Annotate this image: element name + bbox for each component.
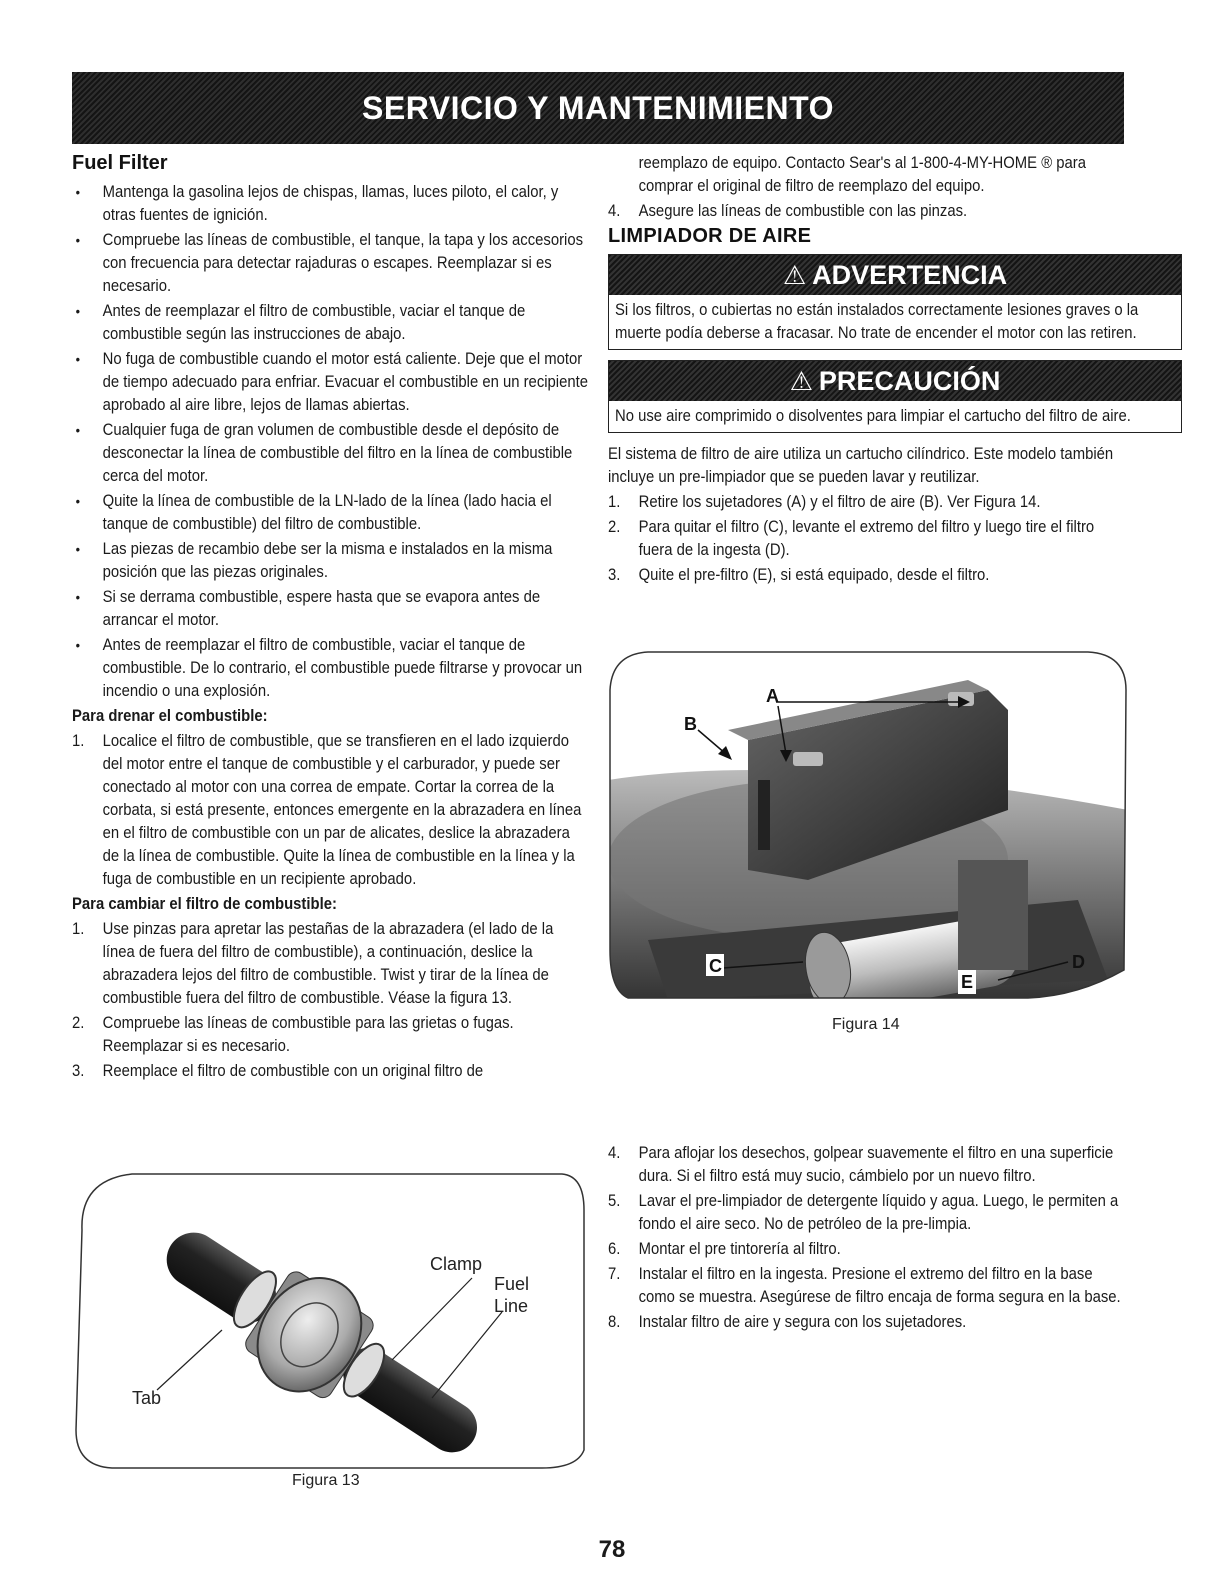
bullet-item: • Mantenga la gasolina lejos de chispas, llamas, luces piloto, el calor, y otras fuentes de ignición. (72, 181, 589, 227)
label-line: Line (494, 1296, 529, 1316)
fastener-a (793, 752, 823, 766)
step-item (72, 730, 589, 891)
step-item (608, 152, 1125, 198)
caution-label: PRECAUCIÓN (818, 365, 1001, 396)
step-text: Para quitar el filtro (C), levante el extremo del filtro y luego tire el filtro fuera de la ingesta (D). (638, 518, 1095, 559)
step-item (608, 516, 1125, 562)
warning-header (609, 255, 1181, 295)
step-item (608, 200, 1125, 223)
fuel-filter-bullets (72, 181, 589, 703)
step-number: 4. (608, 202, 621, 220)
fuel-filter-body (72, 181, 589, 1083)
step-number: 1. (608, 493, 621, 511)
right-continuation (608, 152, 1125, 223)
figure-14 (608, 650, 1128, 1000)
figure-14-caption: Figura 14 (832, 1016, 900, 1033)
step-text: Localice el filtro de combustible, que se transfieren en el lado izquierdo del motor entre el tanque de combustible y el carburador, y puede ser conectado al motor con una correa de empate. Cortar la correa de la corbata, si está presente, entonces emergente en la abrazadera en línea en el filtro de combustible con un par de alicates, deslice la abrazadera de la línea de combustible. Quite la línea de combustible en la línea y la fuga de combustible en un recipiente aprobado. (102, 732, 582, 888)
step-item (608, 1311, 1125, 1334)
step-item (72, 1012, 589, 1058)
fuel-filter-illustration (72, 1170, 588, 1472)
left-column (72, 152, 592, 1085)
step-item (608, 1238, 1125, 1261)
label-clamp: Clamp (430, 1254, 483, 1274)
step-text: reemplazo de equipo. Contacto Sear's al 1-800-4-MY-HOME ® para comprar el original de filtro de reemplazo del equipo. (638, 154, 1087, 195)
intake (958, 860, 1028, 970)
step-number: 2. (72, 1014, 85, 1032)
warning-text: Si los filtros, o cubiertas no están instalados correctamente lesiones graves o la muerte podía deberse a fracasar. No trate de encender el motor con las retiren. (615, 301, 1139, 342)
step-text: Quite el pre-filtro (E), si está equipado, desde el filtro. (638, 566, 990, 584)
figure-13-caption: Figura 13 (292, 1472, 360, 1489)
step-item (72, 918, 589, 1010)
step-text: Para aflojar los desechos, golpear suavemente el filtro en una superficie dura. Si el filtro está muy sucio, cámbielo por un nuevo filtro. (638, 1144, 1114, 1185)
air-cleaner-heading: LIMPIADOR DE AIRE (608, 225, 812, 247)
air-cleaner-body (608, 443, 1125, 587)
banner-title: SERVICIO Y MANTENIMIENTO (362, 89, 834, 126)
step-text: Asegure las líneas de combustible con las pinzas. (638, 202, 968, 220)
step-item (608, 564, 1125, 587)
fuel-line-pointer (432, 1312, 502, 1398)
change-steps (72, 918, 589, 1083)
step-text: Instalar filtro de aire y segura con los sujetadores. (638, 1313, 967, 1331)
air-cleaner-illustration (608, 650, 1128, 1000)
warning-box (608, 254, 1182, 350)
label-b: B (684, 714, 697, 734)
step-text: Lavar el pre-limpiador de detergente líquido y agua. Luego, le permiten a fondo el aire seco. No de petróleo de la pre-limpia. (638, 1192, 1119, 1233)
warning-label: ADVERTENCIA (812, 259, 1008, 290)
step-number: 1. (72, 920, 85, 938)
step-number: 4. (608, 1144, 621, 1162)
bullet-item: • Compruebe las líneas de combustible, el tanque, la tapa y los accesorios con frecuencia para detectar rajaduras o escapes. Reemplazar si es necesario. (72, 229, 589, 298)
step-number: 5. (608, 1192, 621, 1210)
drain-steps (72, 730, 589, 891)
bullet-item: • Antes de reemplazar el filtro de combustible, vaciar el tanque de combustible según las instrucciones de abajo. (72, 300, 589, 346)
label-fuel: Fuel (494, 1274, 530, 1294)
page-number: 78 (598, 1536, 626, 1563)
page-banner (72, 72, 1124, 144)
warning-triangle-icon: ⚠ (782, 259, 807, 290)
step-number: 7. (608, 1265, 621, 1283)
bullet-item: • Antes de reemplazar el filtro de combustible, vaciar el tanque de combustible. De lo contrario, el combustible puede filtrarse y provocar un incendio o una explosión. (72, 634, 589, 703)
step-item (608, 1190, 1125, 1236)
step-item (72, 1060, 589, 1083)
caution-triangle-icon: ⚠ (789, 365, 813, 396)
step-number: 2. (608, 518, 621, 536)
air-cleaner-intro: El sistema de filtro de aire utiliza un cartucho cilíndrico. Este modelo también incluye un pre-limpiador que se pueden lavar y reutilizar. (608, 445, 1114, 486)
bullet-item: • No fuga de combustible cuando el motor está caliente. Deje que el motor de tiempo adecuado para enfriar. Evacuar el combustible en un recipiente aprobado al aire libre, lejos de llamas abiertas. (72, 348, 589, 417)
step-number: 1. (72, 732, 85, 750)
step-text: Reemplace el filtro de combustible con un original filtro de (102, 1062, 484, 1080)
step-number: 8. (608, 1313, 621, 1331)
step-item (608, 1263, 1125, 1309)
step-number: 3. (608, 566, 621, 584)
air-cleaner-steps-b (608, 1142, 1125, 1334)
step-text: Instalar el filtro en la ingesta. Presione el extremo del filtro en la base como se muestra. Asegúrese de filtro encaja de forma segura en la base. (638, 1265, 1121, 1306)
label-d: D (1072, 952, 1085, 972)
clamp-pointer (392, 1278, 472, 1360)
caution-text: No use aire comprimido o disolventes para limpiar el cartucho del filtro de aire. (615, 407, 1131, 425)
step-number: 6. (608, 1240, 621, 1258)
change-heading: Para cambiar el filtro de combustible: (72, 895, 337, 913)
label-a: A (766, 686, 779, 706)
tab-pointer (157, 1330, 222, 1390)
fuel-filter-heading: Fuel Filter (72, 152, 168, 174)
air-cleaner-steps-b-block (608, 1142, 1125, 1336)
drain-heading: Para drenar el combustible: (72, 707, 268, 725)
step-text: Compruebe las líneas de combustible para las grietas o fugas. Reemplazar si es necesario. (102, 1014, 514, 1055)
right-column (608, 152, 1139, 589)
caution-box (608, 360, 1182, 433)
bullet-item: • Cualquier fuga de gran volumen de combustible desde el depósito de desconectar la línea de combustible del filtro en la línea de combustible cerca del motor. (72, 419, 589, 488)
step-item (608, 491, 1125, 514)
air-cleaner-steps-a (608, 491, 1125, 587)
bullet-item: • Si se derrama combustible, espere hasta que se evapora antes de arrancar el motor. (72, 586, 589, 632)
step-number: 3. (72, 1062, 85, 1080)
label-c: C (709, 956, 722, 976)
bullet-item: • Las piezas de recambio debe ser la misma e instalados en la misma posición que las piezas originales. (72, 538, 589, 584)
step-item (608, 1142, 1125, 1188)
figure-13 (72, 1170, 588, 1472)
step-text: Montar el pre tintorería al filtro. (638, 1240, 841, 1258)
step-text: Retire los sujetadores (A) y el filtro de aire (B). Ver Figura 14. (638, 493, 1041, 511)
step-text: Use pinzas para apretar las pestañas de la abrazadera (el lado de la línea de fuera del filtro de combustible), a continuación, deslice la abrazadera lejos del filtro de combustible. Twist y tirar de la línea de combustible fuera del filtro de combustible. Véase la figura 13. (102, 920, 554, 1007)
label-tab: Tab (132, 1388, 162, 1408)
bullet-item: • Quite la línea de combustible de la LN-lado de la línea (lado hacia el tanque de combustible) del filtro de combustible. (72, 490, 589, 536)
caution-header (609, 361, 1181, 401)
label-e: E (961, 972, 974, 992)
